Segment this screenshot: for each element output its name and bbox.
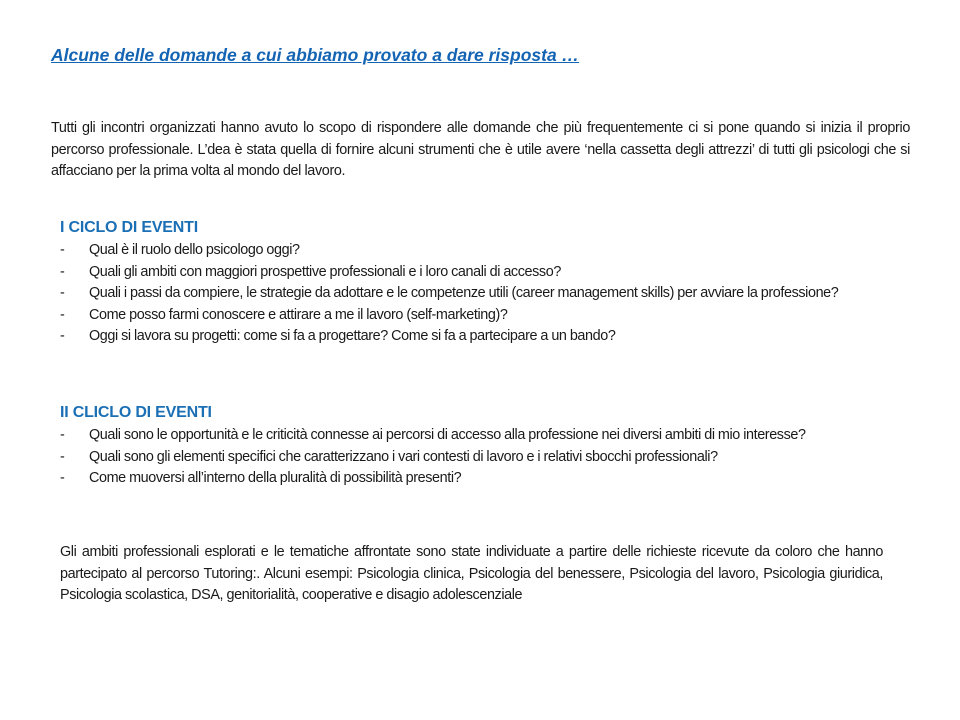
list-item-text: Come posso farmi conoscere e attirare a me il lavoro (self-marketing)? [89, 306, 508, 323]
slide-title: Alcune delle domande a cui abbiamo provato a dare risposta … [51, 45, 580, 65]
section-second-cycle [60, 403, 860, 490]
bullet-dash: - [60, 328, 65, 344]
intro-paragraph: Tutti gli incontri organizzati hanno avuto lo scopo di rispondere alle domande che più frequentemente ci si pone quando si inizia il proprio percorso professionale. L’dea è stata quella di fornire alcuni strumenti che è utile avere ‘nella cassetta degli attrezzi’ di tutti gli psicologi che si affacciano per la prima volta al mondo del lavoro. [51, 120, 910, 179]
bullet-list [60, 425, 860, 490]
bullet-dash: - [60, 427, 65, 443]
section-first-cycle [60, 218, 860, 348]
list-item [60, 447, 860, 469]
bullet-list [60, 240, 860, 348]
section-heading: II CLICLO DI EVENTI [60, 404, 212, 421]
bullet-dash: - [60, 306, 65, 323]
list-item-text: Come muoversi all’interno della pluralità di possibilità presenti? [89, 470, 462, 486]
bullet-dash: - [60, 448, 65, 465]
bullet-dash: - [60, 470, 65, 486]
list-item [60, 283, 860, 305]
list-item-text: Qual è il ruolo dello psicologo oggi? [89, 242, 300, 258]
list-item-text: Quali i passi da compiere, le strategie da adottare e le competenze utili (career management skills) per avviare la professione? [89, 285, 839, 301]
bullet-dash: - [60, 285, 65, 301]
list-item [60, 240, 860, 262]
section-heading: I CICLO DI EVENTI [60, 219, 198, 236]
list-item [60, 326, 860, 348]
list-item-text: Quali sono le opportunità e le criticità connesse ai percorsi di accesso alla professione nei diversi ambiti di mio interesse? [89, 427, 806, 443]
list-item-text: Quali sono gli elementi specifici che caratterizzano i vari contesti di lavoro e i relativi sbocchi professionali? [89, 448, 718, 465]
list-item [60, 425, 860, 447]
closing-paragraph: Gli ambiti professionali esplorati e le tematiche affrontate sono state individuate a partire delle richieste ricevute da coloro che hanno partecipato al percorso Tutoring:. Alcuni esempi: Psicologia clinica, Psicologia del benessere, Psicologia del lavoro, Psicologia giuridica, Psicologia scolastica, DSA, genitorialità, cooperative e disagio adolescenziale [60, 544, 883, 603]
list-item [60, 305, 860, 327]
bullet-dash: - [60, 263, 65, 280]
list-item-text: Quali gli ambiti con maggiori prospettive professionali e i loro canali di accesso? [89, 263, 561, 280]
list-item-text: Oggi si lavora su progetti: come si fa a progettare? Come si fa a partecipare a un bando? [89, 328, 616, 344]
bullet-dash: - [60, 242, 65, 258]
list-item [60, 468, 860, 490]
list-item [60, 262, 860, 284]
